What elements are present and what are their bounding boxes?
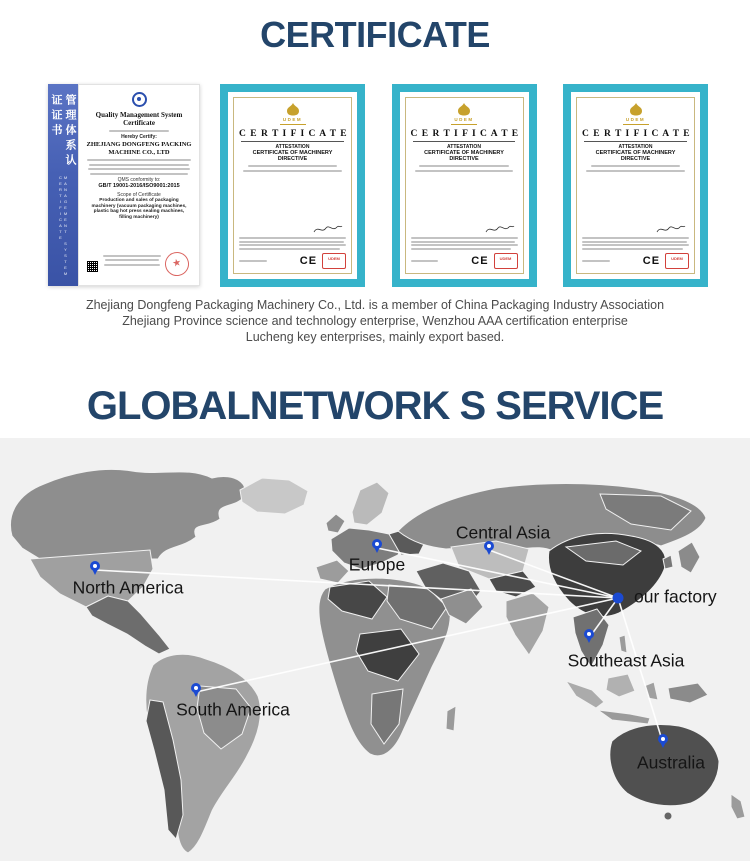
map-label-australia: Australia <box>636 752 706 773</box>
signature-icon <box>313 223 343 235</box>
world-map <box>0 438 750 861</box>
ce-certificate-paper <box>576 97 695 274</box>
iso-standard: GB/T 19001-2016/ISO9001:2015 <box>98 183 180 189</box>
text-line-placeholder <box>109 130 168 132</box>
iso-sidebar-chinese: 管理体系认证证书 <box>50 94 76 169</box>
map-land <box>10 469 745 853</box>
map-label-central-asia: Central Asia <box>455 522 551 543</box>
signature-icon <box>485 223 515 235</box>
udem-logo-text: UDEM <box>454 117 474 122</box>
iso-sidebar-english: MANAGEMENT SYSTEM CERTIFICATE <box>58 174 68 277</box>
ce-certificate-title: C E R T I F I C A T E <box>582 128 691 139</box>
certificate-section-title: CERTIFICATE <box>260 14 490 55</box>
ce-certificate-row <box>220 84 708 287</box>
iso-certificate-footer <box>85 250 193 280</box>
ce-certificate-paper <box>405 97 524 274</box>
iso-emblem-icon <box>132 92 147 107</box>
ce-certificate-footer <box>411 236 518 269</box>
ce-certificate-image[interactable] <box>392 84 537 287</box>
ce-directive-label: CERTIFICATE OF MACHINERY DIRECTIVE <box>595 149 676 162</box>
iso-hereby-label: Hereby Certify: <box>121 134 157 140</box>
udem-emblem-icon <box>456 103 472 116</box>
udem-logo-icon <box>411 103 518 125</box>
ce-mark-icon: CE <box>299 255 318 267</box>
udem-red-stamp-icon: UDEM <box>494 253 518 269</box>
iso-conformity-label: QMS conformity to: <box>117 177 161 183</box>
ce-attestation-label: ATTESTATION <box>275 143 310 150</box>
ce-certificate-image[interactable] <box>220 84 365 287</box>
qr-code-icon <box>87 261 98 272</box>
iso-certificate-image[interactable] <box>48 84 200 286</box>
world-map-section <box>0 438 750 861</box>
iso-certificate-sidebar <box>48 84 78 286</box>
udem-emblem-icon <box>628 103 644 116</box>
ce-directive-label: CERTIFICATE OF MACHINERY DIRECTIVE <box>424 149 504 162</box>
iso-company-name-line2: MACHINE CO., LTD <box>108 148 170 156</box>
udem-logo-icon <box>582 103 689 125</box>
map-label-south-america: South America <box>176 699 290 720</box>
network-section-title: GLOBALNETWORK S SERVICE <box>86 384 664 428</box>
ce-field-rows <box>582 176 689 203</box>
ce-mark-icon: CE <box>642 255 661 267</box>
description-line-1: Zhejiang Dongfeng Packaging Machinery Co., Ltd. is a member of China Packaging Industry Association <box>85 298 665 312</box>
map-label-europe: Europe <box>348 554 406 575</box>
iso-scope-label: Scope of Certificate <box>117 192 161 198</box>
ce-intro-lines <box>582 165 689 172</box>
ce-mark-icon: CE <box>471 255 489 267</box>
map-label-our-factory: our factory <box>634 586 717 607</box>
iso-scope-text: Production and sales of packaging machinery (vacuum packaging machines, plastic bag hot press sealing machines, filling machinery) <box>91 198 187 220</box>
ce-certificate-image[interactable] <box>563 84 708 287</box>
udem-logo-icon <box>239 103 346 125</box>
ce-intro-lines <box>239 165 346 172</box>
udem-logo-text: UDEM <box>282 117 303 122</box>
iso-certificate-paper <box>78 84 200 286</box>
map-label-north-america: North America <box>72 577 184 598</box>
ce-attestation-label: ATTESTATION <box>618 143 653 150</box>
ce-certificate-paper <box>233 97 352 274</box>
ce-directive-label: CERTIFICATE OF MACHINERY DIRECTIVE <box>252 149 333 162</box>
factory-dot-icon <box>613 593 624 604</box>
ce-certificate-footer <box>582 236 689 269</box>
iso-company-name-line1: ZHEJIANG DONGFENG PACKING <box>86 141 192 148</box>
iso-address-lines <box>85 159 193 175</box>
certificate-row <box>0 84 750 287</box>
udem-red-stamp-icon: UDEM <box>665 253 689 269</box>
description-line-2: Zhejiang Province science and technology enterprise, Wenzhou AAA certification enterprise <box>122 314 628 328</box>
company-description <box>0 297 750 345</box>
ce-field-rows <box>239 176 346 203</box>
red-seal-icon: ★ <box>163 250 191 278</box>
ce-intro-lines <box>411 165 518 172</box>
udem-emblem-icon <box>285 103 301 116</box>
ce-certificate-title: C E R T I F I C A T E <box>239 128 348 139</box>
udem-red-stamp-icon: UDEM <box>322 253 346 269</box>
signature-icon <box>656 223 686 235</box>
ce-field-rows <box>411 176 518 203</box>
ce-certificate-title: C E R T I F I C A T E <box>410 128 520 139</box>
iso-certificate-title: Quality Management System Certificate <box>95 111 183 127</box>
map-label-southeast-asia: Southeast Asia <box>567 650 685 671</box>
udem-logo-text: UDEM <box>625 117 646 122</box>
ce-certificate-footer <box>239 236 346 269</box>
ce-attestation-label: ATTESTATION <box>447 143 481 150</box>
description-line-3: Lucheng key enterprises, mainly export based. <box>245 330 505 344</box>
